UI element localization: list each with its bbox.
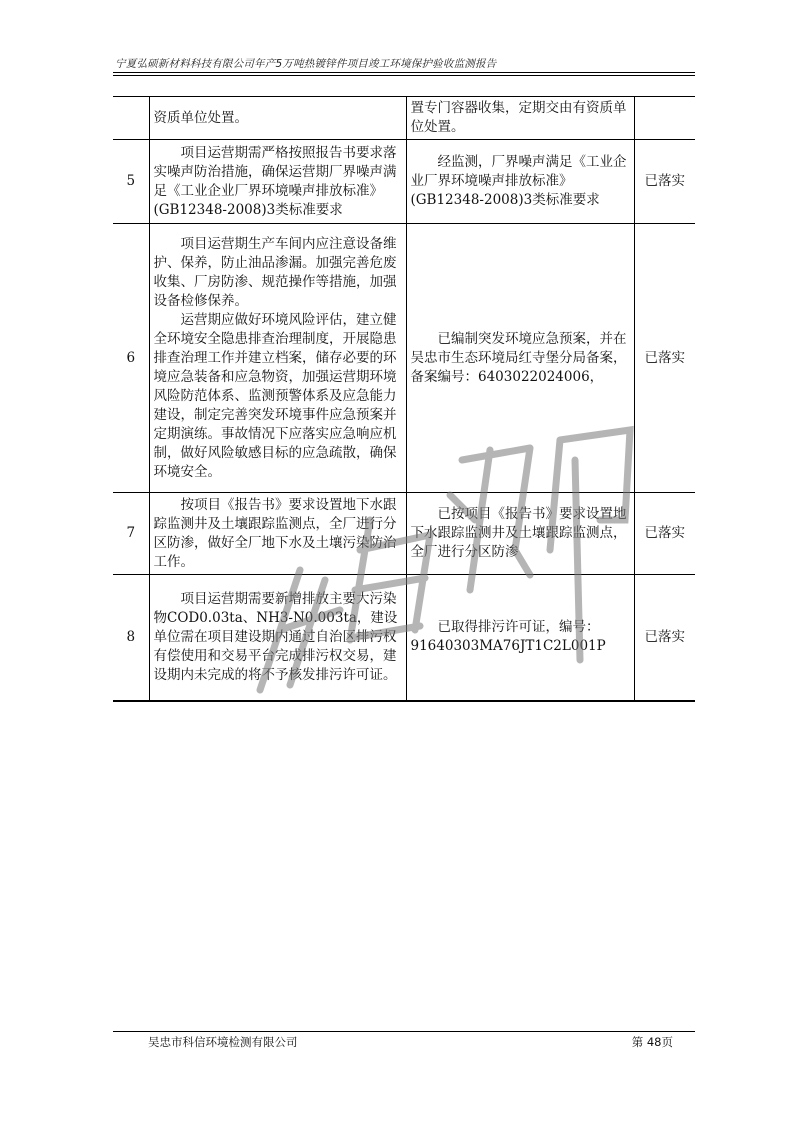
table-row <box>113 224 695 493</box>
implementation-cell <box>406 575 634 701</box>
implementation-cell <box>406 140 634 224</box>
implementation-text: 已取得排污许可证，编号：91640303MA76JT1C2L001P <box>410 619 606 655</box>
acceptance-table <box>113 96 695 702</box>
requirement-cell <box>149 140 406 224</box>
header-rule-top <box>113 72 695 73</box>
status-cell: 已落实 <box>634 224 695 493</box>
requirement-cell <box>149 493 406 575</box>
requirement-text: 按项目《报告书》要求设置地下水跟踪监测井及土壤跟踪监测点，全厂进行分区防渗，做好全厂地下水及土壤污染防治工作。 <box>153 496 397 570</box>
header-rule-bottom <box>113 75 695 76</box>
implementation-text: 已按项目《报告书》要求设置地下水跟踪监测井及土壤跟踪监测点，全厂进行分区防渗 <box>410 506 627 560</box>
status-cell <box>634 97 695 140</box>
footer-rule <box>113 1031 695 1032</box>
table-row <box>113 140 695 224</box>
implementation-cell <box>406 493 634 575</box>
requirement-text: 资质单位处置。 <box>153 109 248 126</box>
requirement-text: 项目运营期需严格按照报告书要求落实噪声防治措施，确保运营期厂界噪声满足《工业企业厂界环境噪声排放标准》(GB12348-2008)3类标准要求 <box>153 144 397 218</box>
table-row <box>113 97 695 140</box>
requirement-text: 项目运营期需要新增排放主要大污染物COD0.03ta、NH3-N0.003ta，建设单位需在项目建设期内通过自治区排污权有偿使用和交易平台完成排污权交易，建设期内未完成的将不予核发排污许可证。 <box>153 590 398 683</box>
table-row <box>113 575 695 701</box>
requirement-cell <box>149 97 406 140</box>
row-number: 7 <box>113 493 149 575</box>
implementation-text: 置专门容器收集，定期交由有资质单位处置。 <box>410 100 627 135</box>
footer-company: 吴忠市科信环境检测有限公司 <box>148 1035 298 1049</box>
page-number: 第 48页 <box>631 1035 673 1049</box>
status-cell: 已落实 <box>634 140 695 224</box>
table-row <box>113 493 695 575</box>
row-number: 5 <box>113 140 149 224</box>
requirement-text: 项目运营期生产车间内应注意设备维护、保养，防止油品渗漏。加强完善危废收集、厂房防渗、规范操作等措施，加强设备检修保养。 <box>153 235 397 309</box>
implementation-cell <box>406 224 634 493</box>
implementation-text: 经监测，厂界噪声满足《工业企业厂界环境噪声排放标准》(GB12348-2008)3类标准要求 <box>410 154 627 208</box>
report-header-title: 宁夏弘硕新材料科技有限公司年产5万吨热镀锌件项目竣工环境保护验收监测报告 <box>115 58 497 70</box>
requirement-cell <box>149 575 406 701</box>
status-cell: 已落实 <box>634 493 695 575</box>
row-number: 8 <box>113 575 149 701</box>
row-number: 6 <box>113 224 149 493</box>
row-number <box>113 97 149 140</box>
implementation-cell <box>406 97 634 140</box>
implementation-text: 已编制突发环境应急预案，并在吴忠市生态环境局红寺堡分局备案，备案编号：6403022024006， <box>410 330 627 385</box>
requirement-text: 运营期应做好环境风险评估，建立健全环境安全隐患排查治理制度，开展隐患排查治理工作并建立档案，储存必要的环境应急装备和应急物资，加强运营期环境风险防范体系、监测预警体系及应急能力建设，制定完善突发环境事件应急预案并定期演练。事故情况下应落实应急响应机制，做好风险敏感目标的应急疏散，确保环境安全。 <box>153 311 397 480</box>
status-cell: 已落实 <box>634 575 695 701</box>
requirement-cell <box>149 224 406 493</box>
